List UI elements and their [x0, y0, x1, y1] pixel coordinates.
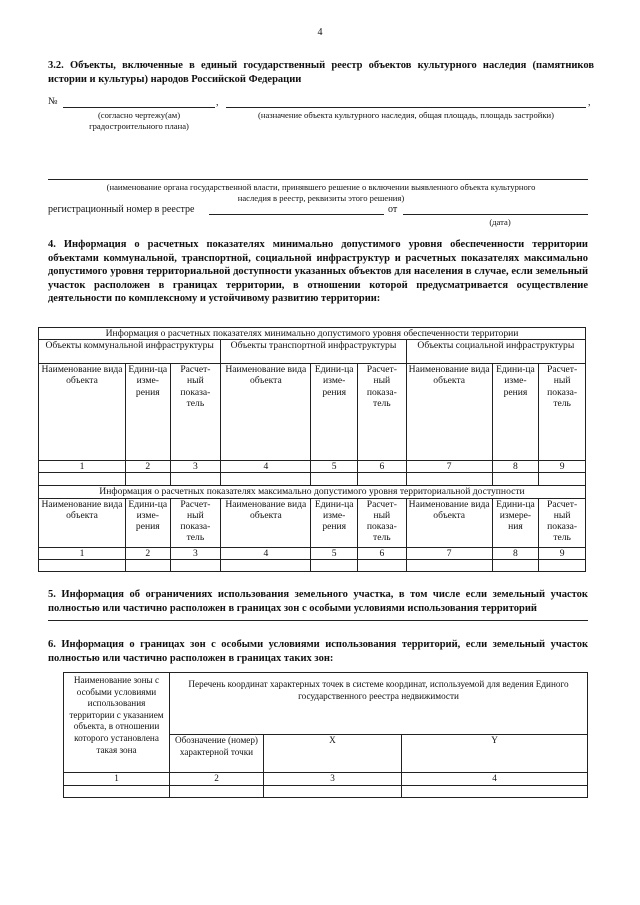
zone-coordinates-table: [63, 672, 588, 798]
empty-cell: [39, 559, 126, 571]
col-number: 1: [39, 461, 126, 473]
empty-cell: [358, 559, 407, 571]
object-purpose-hint: (назначение объекта культурного наследия, общая площадь, площадь застройки): [258, 110, 554, 120]
date-line: [403, 214, 588, 215]
col-unit: Едини-ца измере-ния: [492, 498, 539, 547]
col-object-name: Наименование вида объекта: [406, 364, 492, 461]
number-label: №: [48, 96, 58, 107]
group-transport: Объекты транспортной инфраструктуры: [221, 340, 406, 364]
col-indicator: Расчет-ный показа-тель: [170, 364, 221, 461]
empty-cell: [311, 559, 358, 571]
col-unit: Едини-ца изме-рения: [126, 498, 171, 547]
col-number: 7: [406, 547, 492, 559]
col-indicator: Расчет-ный показа-тель: [539, 364, 586, 461]
col-object-name: Наименование вида объекта: [39, 364, 126, 461]
min-level-header: Информация о расчетных показателях минимально допустимого уровня обеспеченности территории: [39, 328, 586, 340]
empty-cell: [264, 785, 402, 797]
col-point-id: Обозначение (номер) характерной точки: [170, 735, 264, 773]
col-indicator: Расчет-ный показа-тель: [358, 498, 407, 547]
col-indicator: Расчет-ный показа-тель: [170, 498, 221, 547]
col-y: Y: [402, 735, 588, 773]
col-number: 5: [311, 461, 358, 473]
empty-cell: [64, 785, 170, 797]
object-name-line: [226, 107, 586, 108]
col-number: 2: [170, 773, 264, 786]
empty-cell: [358, 473, 407, 486]
col-coordinates-header: Перечень координат характерных точек в системе координат, используемой для ведения Единого государственного реестра недвижимости: [170, 673, 588, 735]
col-indicator: Расчет-ный показа-тель: [358, 364, 407, 461]
col-object-name: Наименование вида объекта: [39, 498, 126, 547]
section-4-title: 4. Информация о расчетных показателях минимально допустимого уровня обеспеченности территории объектами коммунальной, транспортной, социальной инфраструктур и расчетных показателях максимально допустимого уровня территориальной доступности указанных объектов для населения в случае, если земельный участок расположен в границах территории, в отношении которой предусматривается осуществление деятельности по комплексному и устойчивому развитию территории:: [48, 239, 588, 305]
col-object-name: Наименование вида объекта: [221, 498, 311, 547]
empty-cell: [539, 473, 586, 486]
registry-number-line: [209, 214, 384, 215]
empty-cell: [539, 559, 586, 571]
col-number: 8: [492, 547, 539, 559]
col-number: 8: [492, 461, 539, 473]
col-unit: Едини-ца изме-рения: [492, 364, 539, 461]
empty-cell: [311, 473, 358, 486]
col-object-name: Наименование вида объекта: [406, 498, 492, 547]
empty-cell: [492, 559, 539, 571]
group-communal: Объекты коммунальной инфраструктуры: [39, 340, 221, 364]
col-number: 4: [221, 461, 311, 473]
col-number: 9: [539, 547, 586, 559]
restrictions-line: [48, 620, 588, 621]
authority-hint: (наименование органа государственной власти, принявшего решение о включении выявленного объекта культурного наследия в реестр, реквизиты этого решения): [106, 182, 536, 203]
col-number: 7: [406, 461, 492, 473]
date-hint: (дата): [489, 217, 511, 227]
empty-cell: [492, 473, 539, 486]
comma: ,: [216, 97, 219, 108]
col-number: 4: [402, 773, 588, 786]
empty-cell: [221, 473, 311, 486]
col-unit: Едини-ца изме-рения: [311, 364, 358, 461]
empty-cell: [221, 559, 311, 571]
empty-cell: [126, 473, 171, 486]
col-number: 5: [311, 547, 358, 559]
section-5-title: 5. Информация об ограничениях использования земельного участка, в том числе если земельный участок полностью или частично расположен в границах зон с особыми условиями использования территорий: [48, 589, 588, 614]
col-number: 1: [64, 773, 170, 786]
col-unit: Едини-ца изме-рения: [311, 498, 358, 547]
empty-cell: [170, 785, 264, 797]
col-number: 3: [170, 547, 221, 559]
col-number: 3: [170, 461, 221, 473]
authority-line: [48, 179, 588, 180]
empty-cell: [170, 473, 221, 486]
comma: ,: [588, 97, 591, 108]
drawing-hint: (согласно чертежу(ам) градостроительного плана): [89, 110, 189, 131]
col-number: 2: [126, 547, 171, 559]
empty-cell: [406, 473, 492, 486]
from-label: от: [388, 204, 398, 215]
max-access-header: Информация о расчетных показателях максимально допустимого уровня территориальной доступности: [39, 486, 586, 498]
col-indicator: Расчет-ный показа-тель: [539, 498, 586, 547]
empty-cell: [402, 785, 588, 797]
registry-number-label: регистрационный номер в реестре: [48, 204, 195, 215]
col-zone-name: Наименование зоны с особыми условиями использования территории с указанием объекта, в отношении которого установлена такая зона: [64, 673, 170, 773]
col-unit: Едини-ца изме-рения: [126, 364, 171, 461]
empty-cell: [406, 559, 492, 571]
number-line: [63, 107, 215, 108]
col-x: X: [264, 735, 402, 773]
col-number: 9: [539, 461, 586, 473]
empty-cell: [126, 559, 171, 571]
col-number: 3: [264, 773, 402, 786]
col-number: 1: [39, 547, 126, 559]
page-number: 4: [317, 27, 323, 38]
col-object-name: Наименование вида объекта: [221, 364, 311, 461]
section-6-title: 6. Информация о границах зон с особыми условиями использования территорий, если земельный участок полностью или частично расположен в границах таких зон:: [48, 639, 588, 664]
col-number: 4: [221, 547, 311, 559]
col-number: 6: [358, 461, 407, 473]
section-3-2-title: 3.2. Объекты, включенные в единый государственный реестр объектов культурного наследия (памятников истории и культуры) народов Российской Федерации: [48, 60, 594, 85]
empty-cell: [39, 473, 126, 486]
col-number: 2: [126, 461, 171, 473]
empty-cell: [170, 559, 221, 571]
group-social: Объекты социальной инфраструктуры: [406, 340, 585, 364]
col-number: 6: [358, 547, 407, 559]
indicators-table: [38, 327, 586, 572]
